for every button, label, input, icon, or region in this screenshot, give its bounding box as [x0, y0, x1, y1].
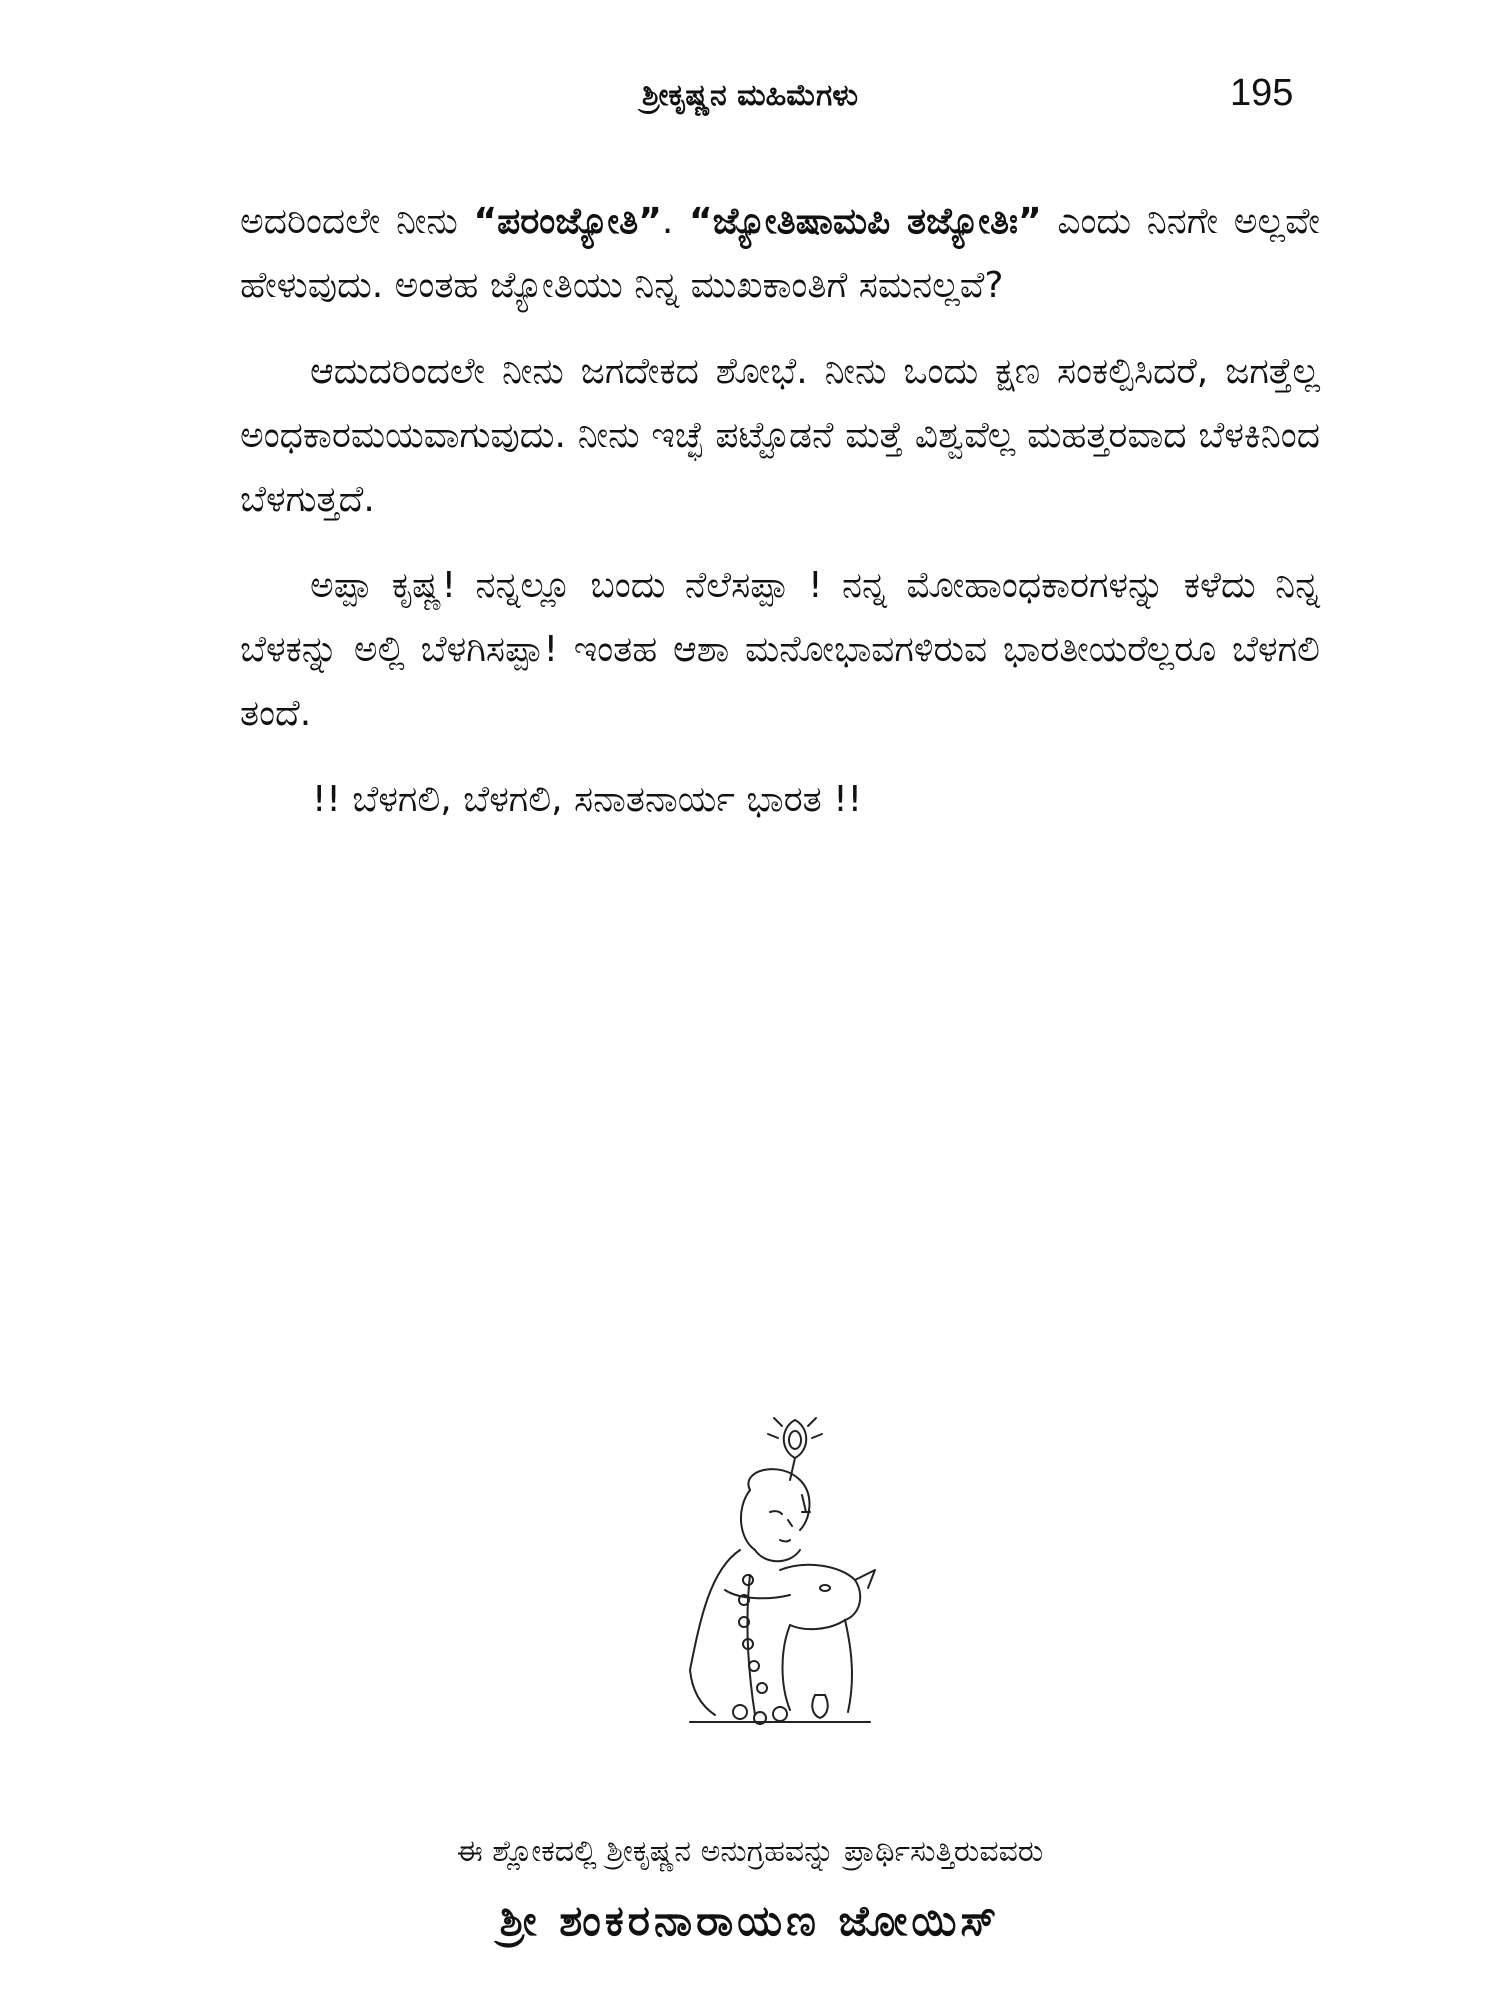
running-title: ಶ್ರೀಕೃಷ್ಣನ ಮಹಿಮೆಗಳು — [641, 78, 859, 113]
paragraph-1-rest: ಎಂದು ನಿನಗೇ ಅಲ್ಲವೇ ಹೇಳುವುದು. ಅಂತಹ ಜ್ಯೋತಿಯು ನಿನ್ನ ಮುಖಕಾಂತಿಗೆ ಸಮನಲ್ಲವೆ? — [240, 201, 1320, 306]
footer-author: ಶ್ರೀ ಶಂಕರನಾರಾಯಣ ಜೋಯಿಸ್ — [499, 1896, 1001, 1945]
closing-line: !! ಬೆಳಗಲಿ, ಬೆಳಗಲಿ, ಸನಾತನಾರ್ಯ ಭಾರತ !! — [312, 779, 863, 820]
paragraph-2: ಆದುದರಿಂದಲೇ ನೀನು ಜಗದೇಕದ ಶೋಭೆ. ನೀನು ಒಂದು ಕ್ಷಣ ಸಂಕಲ್ಪಿಸಿದರೆ, ಜಗತ್ತೆಲ್ಲ ಅಂಧಕಾರಮಯವಾಗುವುದು. ನೀನು ಇಚ್ಛೆ ಪಟ್ಟೊಡನೆ ಮತ್ತೆ ವಿಶ್ವವೆಲ್ಲ ಮಹತ್ತರವಾದ ಬೆಳಕಿನಿಂದ ಬೆಳಗುತ್ತದೆ. — [240, 351, 1320, 520]
quote-paramjyoti: “ಪರಂಜ್ಯೋತಿ” — [473, 201, 662, 242]
quote-jyotishamapi: “ಜ್ಯೋತಿಷಾಮಪಿ ತಜ್ಯೋತಿಃ” — [689, 201, 1042, 242]
paragraph-1-intro: ಅದರಿಂದಲೇ ನೀನು — [240, 201, 474, 242]
paragraph-1 — [240, 190, 1320, 318]
krishna-with-calf-illustration — [630, 1400, 890, 1730]
body-text — [240, 190, 1320, 832]
paragraph-3: ಅಪ್ಪಾ ಕೃಷ್ಣ! ನನ್ನಲ್ಲೂ ಬಂದು ನೆಲೆಸಪ್ಪಾ ! ನನ್ನ ಮೋಹಾಂಧಕಾರಗಳನ್ನು ಕಳೆದು ನಿನ್ನ ಬೆಳಕನ್ನು ಅಲ್ಲಿ ಬೆಳಗಿಸಪ್ಪಾ! ಇಂತಹ ಆಶಾ ಮನೋಭಾವಗಳಿರುವ ಭಾರತೀಯರೆಲ್ಲರೂ ಬೆಳಗಲಿ ತಂದೆ. — [240, 565, 1320, 734]
footer-attribution: ಈ ಶ್ಲೋಕದಲ್ಲಿ ಶ್ರೀಕೃಷ್ಣನ ಅನುಗ್ರಹವನ್ನು ಪ್ರಾರ್ಥಿಸುತ್ತಿರುವವರು — [456, 1834, 1044, 1869]
page-number: 195 — [1230, 72, 1294, 114]
paragraph-1-separator: . — [661, 201, 690, 242]
footer — [0, 1830, 1500, 1956]
